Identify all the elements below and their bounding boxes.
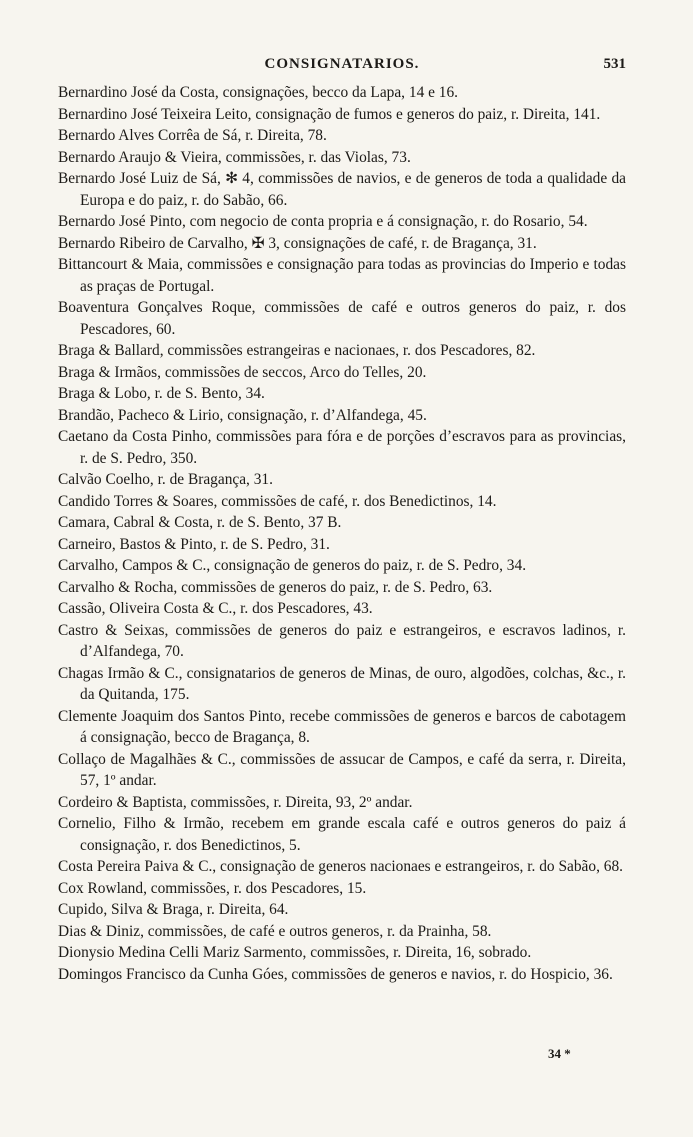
- directory-entry: Camara, Cabral & Costa, r. de S. Bento, 37 B.: [58, 514, 342, 531]
- directory-entry: Domingos Francisco da Cunha Góes, commissões de generos e navios, r. do Hospicio, 36.: [58, 965, 613, 983]
- directory-entry: Chagas Irmão & C., consignatarios de generos de Minas, de ouro, algodões, colchas, &c., r. da Quitanda, 175.: [58, 664, 626, 703]
- signature-mark: 34 *: [548, 1046, 571, 1061]
- directory-entry: Carvalho, Campos & C., consignação de generos do paiz, r. de S. Pedro, 34.: [58, 557, 527, 574]
- directory-entry: Carneiro, Bastos & Pinto, r. de S. Pedro, 31.: [58, 535, 330, 553]
- directory-entry: Caetano da Costa Pinho, commissões para fóra e de porções d’escravos para as provincias, r. de S. Pedro, 350.: [58, 428, 626, 467]
- directory-entry: Bernardo José Luiz de Sá, ✻ 4, commissões de navios, e de generos de toda a qualidade da Europa e do paiz, r. do Sabão, 66.: [58, 170, 626, 209]
- directory-entry: Bernardo José Pinto, com negocio de conta propria e á consignação, r. do Rosario, 54.: [58, 213, 588, 230]
- directory-entry: Dias & Diniz, commissões, de café e outros generos, r. da Prainha, 58.: [58, 922, 492, 940]
- directory-entry: Cox Rowland, commissões, r. dos Pescadores, 15.: [58, 879, 367, 897]
- directory-entry: Brandão, Pacheco & Lirio, consignação, r. d’Alfandega, 45.: [58, 406, 427, 424]
- directory-entry: Collaço de Magalhães & C., commissões de assucar de Campos, e café da serra, r. Direita, 57, 1º andar.: [58, 750, 626, 789]
- directory-entry: Boaventura Gonçalves Roque, commissões de café e outros generos do paiz, r. dos Pescadores, 60.: [58, 299, 626, 338]
- directory-entry: Clemente Joaquim dos Santos Pinto, recebe commissões de generos e barcos de cabotagem á consignação, becco de Bragança, 8.: [58, 707, 626, 746]
- page-header: [58, 56, 626, 80]
- directory-entry: Cornelio, Filho & Irmão, recebem em grande escala café e outros generos do paiz á consignação, r. dos Benedictinos, 5.: [58, 815, 626, 854]
- directory-entry: Castro & Seixas, commissões de generos do paiz e estrangeiros, e escravos ladinos, r. d’Alfandega, 70.: [58, 621, 626, 660]
- directory-entry: Cassão, Oliveira Costa & C., r. dos Pescadores, 43.: [58, 600, 373, 617]
- directory-entry: Cordeiro & Baptista, commissões, r. Direita, 93, 2º andar.: [58, 793, 413, 811]
- directory-entry: Braga & Lobo, r. de S. Bento, 34.: [58, 385, 265, 402]
- directory-entry: Bernardo Ribeiro de Carvalho, ✠ 3, consignações de café, r. de Bragança, 31.: [58, 234, 537, 252]
- directory-entry: Braga & Irmãos, commissões de seccos, Arco do Telles, 20.: [58, 363, 427, 381]
- directory-entry: Bernardo Araujo & Vieira, commissões, r. das Violas, 73.: [58, 148, 411, 166]
- directory-entry: Carvalho & Rocha, commissões de generos do paiz, r. de S. Pedro, 63.: [58, 578, 493, 596]
- directory-entry: Bernardino José da Costa, consignações, becco da Lapa, 14 e 16.: [58, 84, 459, 101]
- directory-entry: Candido Torres & Soares, commissões de café, r. dos Benedictinos, 14.: [58, 492, 497, 510]
- directory-entry: Braga & Ballard, commissões estrangeiras e nacionaes, r. dos Pescadores, 82.: [58, 342, 536, 359]
- directory-entry: Calvão Coelho, r. de Bragança, 31.: [58, 471, 273, 488]
- running-title: CONSIGNATARIOS.: [264, 56, 420, 72]
- directory-entry: Dionysio Medina Celli Mariz Sarmento, commissões, r. Direita, 16, sobrado.: [58, 944, 532, 961]
- directory-entry: Costa Pereira Paiva & C., consignação de generos nacionaes e estrangeiros, r. do Sabão, 68.: [58, 858, 624, 875]
- page-number: 531: [603, 56, 626, 72]
- directory-entry: Cupido, Silva & Braga, r. Direita, 64.: [58, 901, 289, 918]
- directory-entry: Bernardo Alves Corrêa de Sá, r. Direita, 78.: [58, 127, 327, 144]
- directory-entries: [58, 82, 626, 985]
- directory-entry: Bittancourt & Maia, commissões e consignação para todas as provincias do Imperio e todas as praças de Portugal.: [58, 256, 626, 295]
- directory-entry: Bernardino José Teixeira Leito, consignação de fumos e generos do paiz, r. Direita, 141.: [58, 105, 601, 123]
